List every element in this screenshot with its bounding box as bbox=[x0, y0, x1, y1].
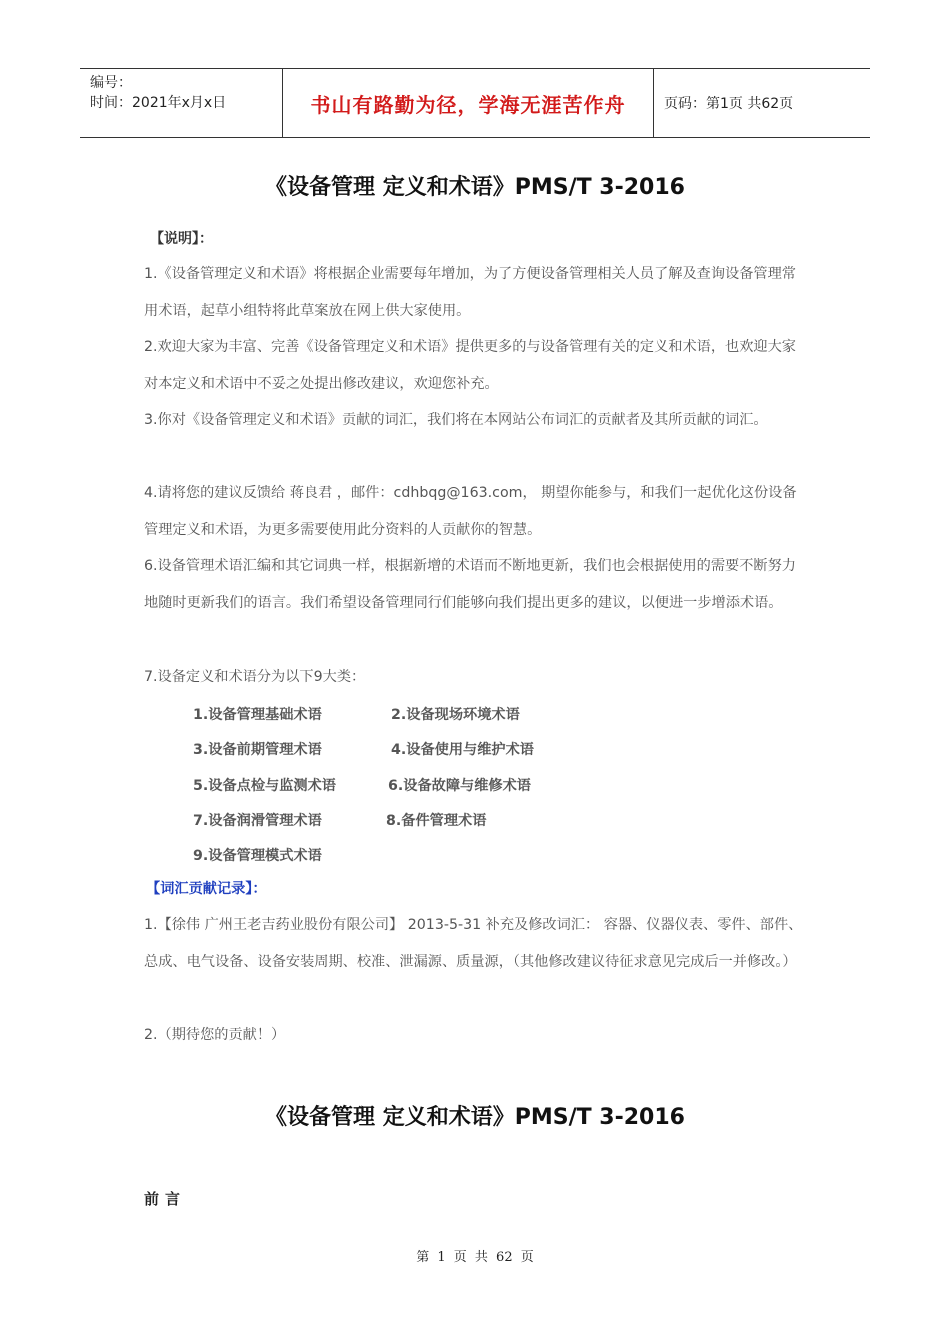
note-paragraph: 2.欢迎大家为丰富、完善《设备管理定义和术语》提供更多的与设备管理有关的定义和术语，也欢迎大家对本定义和术语中不妥之处提出修改建议，欢迎您补充。 bbox=[144, 339, 796, 392]
note-paragraph: 7.设备定义和术语分为以下9大类： bbox=[144, 669, 366, 685]
header-page-number: 页码：第1页 共62页 bbox=[664, 96, 794, 112]
note-paragraph: 6.设备管理术语汇编和其它词典一样，根据新增的术语而不断地更新，我们也会根据使用的需要不断努力地随时更新我们的语言。我们希望设备管理同行们能够向我们提出更多的建议，以便进一步增添术语。 bbox=[144, 558, 796, 611]
preface-heading: 前言 bbox=[144, 1190, 187, 1208]
category-item: 9.设备管理模式术语 bbox=[193, 848, 322, 864]
header-meta-cell bbox=[80, 69, 282, 137]
header-motto-cell bbox=[282, 69, 654, 137]
document-title: 《设备管理 定义和术语》PMS/T 3-2016 bbox=[265, 175, 685, 200]
note-paragraph: 3.你对《设备管理定义和术语》贡献的词汇，我们将在本网站公布词汇的贡献者及其所贡献的词汇。 bbox=[144, 412, 768, 428]
category-item: 5.设备点检与监测术语 bbox=[193, 778, 336, 794]
document-title-repeat: 《设备管理 定义和术语》PMS/T 3-2016 bbox=[265, 1105, 685, 1130]
category-item: 6.设备故障与维修术语 bbox=[388, 778, 531, 794]
contributions-heading: 【词汇贡献记录】： bbox=[146, 881, 267, 897]
category-item: 4.设备使用与维护术语 bbox=[391, 742, 534, 758]
category-item: 1.设备管理基础术语 bbox=[193, 707, 322, 723]
page-header-table bbox=[80, 68, 870, 138]
contribution-record: 1.【徐伟 广州王老吉药业股份有限公司】 2013-5-31 补充及修改词汇： 容器、仪器仪表、零件、部件、总成、电气设备、设备安装周期、校准、泄漏源、质量源，（其他修改建议待征求意见完成后一并修改。） bbox=[144, 917, 803, 970]
category-item: 3.设备前期管理术语 bbox=[193, 742, 322, 758]
contribution-record: 2.（期待您的贡献！） bbox=[144, 1027, 286, 1043]
category-item: 8.备件管理术语 bbox=[386, 813, 487, 829]
note-paragraph: 4.请将您的建议反馈给 蒋良君 ，邮件：cdhbqg@163.com， 期望你能参与，和我们一起优化这份设备管理定义和术语，为更多需要使用此分资料的人贡献你的智慧。 bbox=[144, 485, 797, 538]
document-number-label: 编号： bbox=[90, 75, 132, 91]
header-page-cell bbox=[654, 69, 870, 137]
notes-heading: 【说明】： bbox=[150, 231, 213, 247]
document-time-label: 时间：2021年x月x日 bbox=[90, 95, 227, 111]
header-motto: 书山有路勤为径，学海无涯苦作舟 bbox=[310, 92, 626, 117]
category-item: 2.设备现场环境术语 bbox=[391, 707, 520, 723]
note-paragraph: 1.《设备管理定义和术语》将根据企业需要每年增加，为了方便设备管理相关人员了解及查询设备管理常用术语，起草小组特将此草案放在网上供大家使用。 bbox=[144, 266, 796, 319]
category-item: 7.设备润滑管理术语 bbox=[193, 813, 322, 829]
page-footer: 第 1 页 共 62 页 bbox=[416, 1250, 534, 1265]
